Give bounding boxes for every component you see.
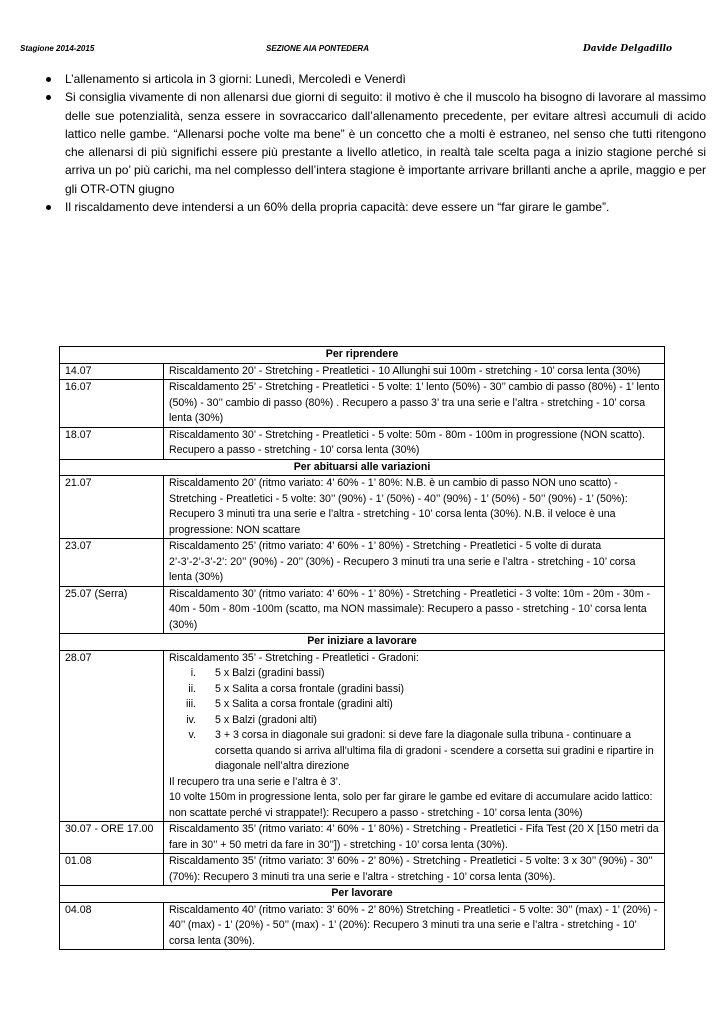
season-label: Stagione 2014-2015 [20, 44, 95, 53]
bullet-text: L’allenamento si articola in 3 giorni: Lunedì, Mercoledì e Venerdì [65, 72, 406, 86]
list-number: i. [190, 667, 196, 679]
section-header-row [60, 886, 665, 903]
table-row [60, 854, 665, 886]
table-row [60, 650, 665, 822]
section-label: SEZIONE AIA PONTEDERA [266, 44, 369, 53]
workout-cell: Riscaldamento 30’ (ritmo variato: 4’ 60% - 1’ 80%) - Stretching - Preatletici - 3 volte: 10m - 20m - 30m - 40m - 50m - 80m -100m (scatto, ma NON massimale): Recupero a passo - stretching - 10’ corsa lenta (30%) [164, 586, 665, 634]
list-item [169, 728, 660, 775]
date-cell: 01.08 [60, 854, 164, 886]
bullet-text: Si consiglia vivamente di non allenarsi due giorni di seguito: il motivo è che il muscolo ha bisogno di lavorare al massimo delle sue potenzialità, senza essere in sovraccarico dall’allenamento precedente, per evitare altresì accumuli di acido lattico nelle gambe. “Allenarsi poche volte ma bene” è un concetto che a molti è estraneo, nel senso che tutti ritengono che allenarsi di più significhi essere più prestante a livello atletico, in realtà tale scelta paga a inizio stagione perché si arriva un po’ più carichi, ma nel complesso dell’intera stagione è importante arrivare brillanti anche a aprile, maggio e per gli OTR-OTN giugno [65, 90, 706, 196]
bullet-dot-icon [46, 77, 51, 82]
workout-cell [164, 650, 665, 822]
workout-cell: Riscaldamento 40’ (ritmo variato: 3’ 60% - 2’ 80%) Stretching - Preatletici - 5 volte: 30’’ (max) - 1’ (20%) - 40’’ (max) - 1’ (20%) - 50’’ (max) - 1’ (20%): Recupero 3 minuti tra una serie e l’altra - stretching - 10’ corsa lenta (30%). [164, 902, 665, 950]
list-item [169, 697, 660, 713]
bullet-dot-icon [46, 95, 51, 100]
date-cell: 14.07 [60, 363, 164, 380]
section-header-row [60, 634, 665, 651]
date-cell: 25.07 (Serra) [60, 586, 164, 634]
list-number: ii. [188, 682, 196, 695]
workout-cell: Riscaldamento 25’ (ritmo variato: 4’ 60% - 1’ 80%) - Stretching - Preatletici - 5 volte di durata 2’-3’-2’-3’-2’: 20’’ (90%) - 20’’ (30%) - Recupero 3 minuti tra una serie e l’altra - stretching - 10’ corsa lenta (30%) [164, 539, 665, 587]
date-cell: 16.07 [60, 380, 164, 428]
date-cell: 21.07 [60, 476, 164, 539]
table-row [60, 902, 665, 950]
workout-cell: Riscaldamento 20’ - Stretching - Preatletici - 10 Allunghi sui 100m - stretching - 10’ corsa lenta (30%) [164, 363, 665, 380]
date-cell: 30.07 - ORE 17.00 [60, 822, 164, 854]
bullet-item [46, 198, 706, 216]
workout-cell: Riscaldamento 30’ - Stretching - Preatletici - 5 volte: 50m - 80m - 100m in progressione (NON scatto). Recupero a passo - stretching - 10’ corsa lenta (30%) [164, 427, 665, 459]
list-number: iii. [185, 698, 196, 710]
workout-intro: Riscaldamento 35’ - Stretching - Preatletici - Gradoni: [169, 651, 419, 664]
workout-closing: 10 volte 150m in progressione lenta, solo per far girare le gambe ed evitare di accumulare acido lattico: non scattate perché vi strappate!): Recupero a passo - stretching - 10’ corsa lenta (30%) [169, 791, 653, 819]
bullet-item [46, 88, 706, 198]
intro-bullet-list [46, 70, 706, 216]
bullet-text: Il riscaldamento deve intendersi a un 60% della propria capacità: deve essere un “far girare le gambe”. [65, 200, 610, 215]
training-schedule-table [59, 346, 665, 950]
list-item [169, 666, 660, 682]
workout-cell: Riscaldamento 35’ (ritmo variato: 3’ 60% - 2’ 80%) - Stretching - Preatletici - 5 volte: 3 x 30’’ (90%) - 30’’ (70%): Recupero 3 minuti tra una serie e l’altra - stretching - 10’ corsa lenta (30%). [164, 854, 665, 886]
workout-recovery-note: Il recupero tra una serie e l’altra è 3’. [169, 775, 341, 788]
date-cell: 23.07 [60, 539, 164, 587]
page-header [0, 44, 725, 58]
list-number: v. [188, 729, 196, 741]
table-row [60, 822, 665, 854]
list-item [169, 713, 660, 729]
workout-cell: Riscaldamento 20’ (ritmo variato: 4’ 60% - 1’ 80%: N.B. è un cambio di passo NON uno scatto) - Stretching - Preatletici - 5 volte: 30’’ (90%) - 1’ (50%) - 40’’ (90%) - 1’ (50%) - 50’’ (90%) - 1’ (50%): Recupero 3 minuti tra una serie e l’altra - stretching - 10’ corsa lenta (30%). N.B. il veloce è una progressione: NON scattare [164, 476, 665, 539]
date-cell: 04.08 [60, 902, 164, 950]
section-title: Per iniziare a lavorare [60, 634, 665, 651]
date-cell: 18.07 [60, 427, 164, 459]
table-row [60, 586, 665, 634]
table-row [60, 539, 665, 587]
list-number: iv. [186, 713, 196, 726]
list-text: 5 x Salita a corsa frontale (gradini alti) [215, 698, 393, 710]
section-title: Per abituarsi alle variazioni [60, 459, 665, 476]
table-row [60, 363, 665, 380]
table-row [60, 476, 665, 539]
bullet-dot-icon [46, 205, 51, 210]
section-header-row [60, 459, 665, 476]
workout-cell: Riscaldamento 25’ - Stretching - Preatletici - 5 volte: 1’ lento (50%) - 30’’ cambio di passo (80%) - 1’ lento (50%) - 30’’ cambio di passo (80%) . Recupero a passo 3’ tra una serie e l’altra - stretching - 10’ corsa lenta (30%) [164, 380, 665, 428]
list-text: 3 + 3 corsa in diagonale sui gradoni: si deve fare la diagonale sulla tribuna - continuare a corsetta quando si arriva all’ultima fila di gradoni - scendere a corsetta sui gradini e ripartire in diagonale nell’altra direzione [215, 729, 654, 772]
table-row [60, 380, 665, 428]
list-text: 5 x Balzi (gradoni alti) [215, 713, 317, 726]
list-item [169, 682, 660, 698]
bullet-item [46, 70, 706, 88]
workout-cell: Riscaldamento 35’ (ritmo variato: 4’ 60% - 1’ 80%) - Stretching - Preatletici - Fifa Test (20 X [150 metri da fare in 30’’ + 50 metri da fare in 30’’]) - stretching - 10’ corsa lenta (30%). [164, 822, 665, 854]
section-title: Per lavorare [60, 886, 665, 903]
list-text: 5 x Balzi (gradini bassi) [215, 667, 325, 679]
table-row [60, 427, 665, 459]
list-text: 5 x Salita a corsa frontale (gradini bassi) [215, 682, 405, 695]
author-name: Davide Delgadillo [583, 44, 673, 54]
exercise-list [169, 666, 660, 775]
section-title: Per riprendere [60, 347, 665, 364]
date-cell: 28.07 [60, 650, 164, 822]
section-header-row [60, 347, 665, 364]
